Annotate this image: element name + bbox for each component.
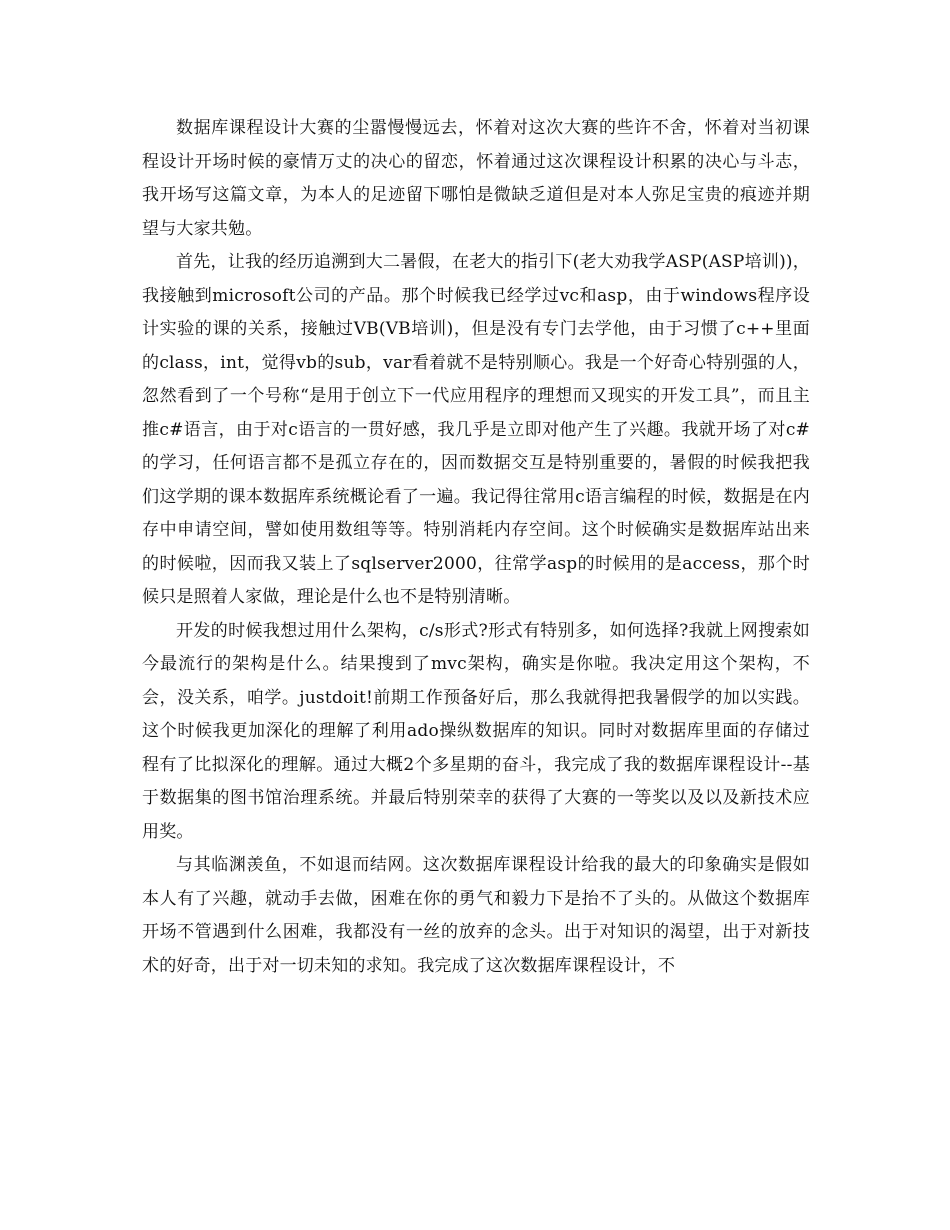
- paragraph-2: 首先，让我的经历追溯到大二暑假，在老大的指引下(老大劝我学ASP(ASP培训))，我接触到microsoft公司的产品。那个时候我已经学过vc和asp，由于windows程序设计实验的课的关系，接触过VB(VB培训)，但是没有专门去学他，由于习惯了c++里面的class，int，觉得vb的sub，var看着就不是特别顺心。我是一个好奇心特别强的人，忽然看到了一个号称“是用于创立下一代应用程序的理想而又现实的开发工具”，而且主推c#语言，由于对c语言的一贯好感，我几乎是立即对他产生了兴趣。我就开场了对c#的学习，任何语言都不是孤立存在的，因而数据交互是特别重要的，暑假的时候我把我们这学期的课本数据库系统概论看了一遍。我记得往常用c语言编程的时候，数据是在内存中申请空间，譬如使用数组等等。特别消耗内存空间。这个时候确实是数据库站出来的时候啦，因而我又装上了sqlserver2000，往常学asp的时候用的是access，那个时候只是照着人家做，理论是什么也不是特别清晰。: [142, 252, 810, 607]
- document-body: [142, 112, 810, 983]
- paragraph-4: 与其临渊羡鱼，不如退而结网。这次数据库课程设计给我的最大的印象确实是假如本人有了兴趣，就动手去做，困难在你的勇气和毅力下是抬不了头的。从做这个数据库开场不管遇到什么困难，我都没有一丝的放弃的念头。出于对知识的渴望，出于对新技术的好奇，出于对一切未知的求知。我完成了这次数据库课程设计，不: [142, 855, 810, 976]
- paragraph-3: 开发的时候我想过用什么架构，c/s形式?形式有特别多，如何选择?我就上网搜索如今最流行的架构是什么。结果搜到了mvc架构，确实是你啦。我决定用这个架构，不会，没关系，咱学。justdoit!前期工作预备好后，那么我就得把我暑假学的加以实践。这个时候我更加深化的理解了利用ado操纵数据库的知识。同时对数据库里面的存储过程有了比拟深化的理解。通过大概2个多星期的奋斗，我完成了我的数据库课程设计--基于数据集的图书馆治理系统。并最后特别荣幸的获得了大赛的一等奖以及以及新技术应用奖。: [142, 620, 810, 842]
- paragraph-1: 数据库课程设计大赛的尘嚣慢慢远去，怀着对这次大赛的些许不舍，怀着对当初课程设计开场时候的豪情万丈的决心的留恋，怀着通过这次课程设计积累的决心与斗志，我开场写这篇文章，为本人的足迹留下哪怕是微缺乏道但是对本人弥足宝贵的痕迹并期望与大家共勉。: [142, 118, 810, 239]
